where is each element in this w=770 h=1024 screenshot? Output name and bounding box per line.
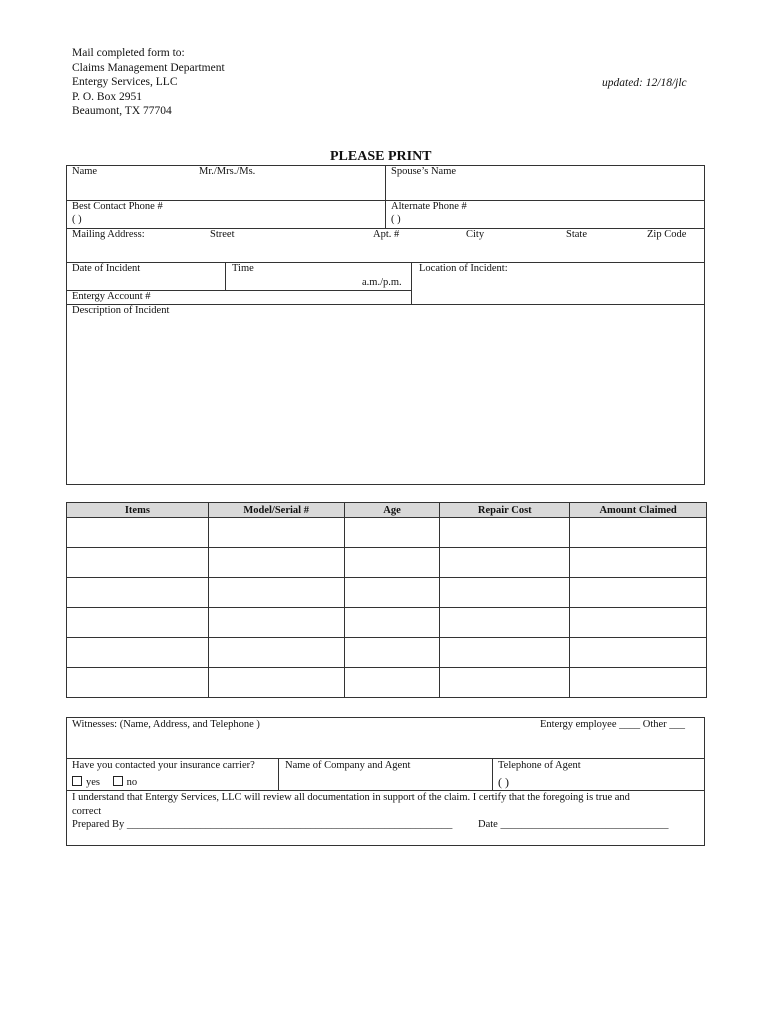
street-label: Street xyxy=(210,229,235,240)
table-header-row xyxy=(67,503,707,518)
items-table xyxy=(66,502,707,698)
alt-phone-field[interactable]: Alternate Phone # xyxy=(391,201,467,212)
certify-text: I understand that Entergy Services, LLC will review all documentation in support of the claim. I certify that the foregoing is true and xyxy=(72,792,630,803)
table-cell[interactable] xyxy=(208,518,344,548)
description-field[interactable]: Description of Incident xyxy=(72,305,170,316)
table-cell[interactable] xyxy=(570,578,707,608)
form-title: PLEASE PRINT xyxy=(330,149,432,164)
table-cell[interactable] xyxy=(344,638,440,668)
mailing-address-block xyxy=(72,46,225,119)
divider xyxy=(66,758,705,759)
table-cell[interactable] xyxy=(67,608,209,638)
no-label: no xyxy=(126,777,138,788)
agent-phone-paren: ( ) xyxy=(498,775,509,789)
yes-label: yes xyxy=(86,777,100,788)
best-phone-field[interactable]: Best Contact Phone # xyxy=(72,201,163,212)
table-cell[interactable] xyxy=(208,608,344,638)
table-cell[interactable] xyxy=(440,578,570,608)
table-cell[interactable] xyxy=(570,548,707,578)
no-checkbox[interactable] xyxy=(113,776,123,786)
divider xyxy=(66,790,705,791)
alt-phone-paren: ( ) xyxy=(391,214,401,225)
divider xyxy=(278,758,279,790)
zip-label: Zip Code xyxy=(647,229,687,240)
table-row xyxy=(67,518,707,548)
divider xyxy=(411,262,412,304)
divider xyxy=(66,262,705,263)
table-cell[interactable] xyxy=(208,668,344,698)
table-cell[interactable] xyxy=(570,608,707,638)
header-items: Items xyxy=(67,503,209,518)
table-cell[interactable] xyxy=(570,668,707,698)
table-row xyxy=(67,548,707,578)
salutation-label: Mr./Mrs./Ms. xyxy=(199,166,256,177)
best-phone-paren: ( ) xyxy=(72,214,82,225)
mailing-line: Claims Management Department xyxy=(72,61,225,74)
mailing-address-field[interactable]: Mailing Address: xyxy=(72,229,145,240)
table-cell[interactable] xyxy=(208,578,344,608)
table-row xyxy=(67,578,707,608)
company-agent-field[interactable]: Name of Company and Agent xyxy=(285,760,411,771)
table-row xyxy=(67,668,707,698)
date-field[interactable]: Date ________________________________ xyxy=(478,819,669,830)
table-cell[interactable] xyxy=(344,548,440,578)
header-amount-claimed: Amount Claimed xyxy=(570,503,707,518)
table-cell[interactable] xyxy=(344,518,440,548)
table-cell[interactable] xyxy=(67,668,209,698)
yes-option[interactable] xyxy=(72,777,100,788)
table-cell[interactable] xyxy=(344,608,440,638)
table-cell[interactable] xyxy=(440,638,570,668)
header-repair-cost: Repair Cost xyxy=(440,503,570,518)
time-field[interactable]: Time xyxy=(232,263,254,274)
location-field[interactable]: Location of Incident: xyxy=(419,263,508,274)
name-field[interactable]: Name xyxy=(72,166,98,177)
date-of-incident-field[interactable]: Date of Incident xyxy=(72,263,141,274)
table-row xyxy=(67,638,707,668)
table-cell[interactable] xyxy=(67,638,209,668)
mailing-line: Mail completed form to: xyxy=(72,47,185,59)
table-cell[interactable] xyxy=(67,518,209,548)
no-option[interactable] xyxy=(113,777,138,788)
insurance-question: Have you contacted your insurance carrier? xyxy=(72,760,255,771)
mailing-line: Entergy Services, LLC xyxy=(72,76,178,88)
updated-note: updated: 12/18/jlc xyxy=(602,77,687,89)
header-age: Age xyxy=(344,503,440,518)
witnesses-field[interactable]: Witnesses: (Name, Address, and Telephone ) xyxy=(72,719,260,730)
city-label: City xyxy=(466,229,485,240)
table-cell[interactable] xyxy=(344,578,440,608)
table-cell[interactable] xyxy=(440,548,570,578)
table-cell[interactable] xyxy=(208,638,344,668)
table-cell[interactable] xyxy=(208,548,344,578)
agent-phone-field[interactable]: Telephone of Agent xyxy=(498,760,581,771)
header-model-serial: Model/Serial # xyxy=(208,503,344,518)
table-cell[interactable] xyxy=(344,668,440,698)
employee-other-field[interactable]: Entergy employee ____ Other ___ xyxy=(540,719,686,730)
table-cell[interactable] xyxy=(440,668,570,698)
certify-text-cont: correct xyxy=(72,806,102,817)
table-row xyxy=(67,608,707,638)
description-box xyxy=(66,304,705,485)
mailing-line: Beaumont, TX 77704 xyxy=(72,105,172,117)
table-cell[interactable] xyxy=(440,608,570,638)
table-cell[interactable] xyxy=(67,578,209,608)
account-field[interactable]: Entergy Account # xyxy=(72,291,151,302)
table-cell[interactable] xyxy=(440,518,570,548)
table-cell[interactable] xyxy=(67,548,209,578)
mailing-line: P. O. Box 2951 xyxy=(72,90,142,103)
yes-checkbox[interactable] xyxy=(72,776,82,786)
divider xyxy=(225,262,226,290)
state-label: State xyxy=(566,229,587,240)
table-cell[interactable] xyxy=(570,518,707,548)
table-cell[interactable] xyxy=(570,638,707,668)
divider xyxy=(385,165,386,228)
prepared-by-field[interactable]: Prepared By ______________________________________________________________ xyxy=(72,819,453,830)
insurance-options xyxy=(72,776,137,788)
apt-label: Apt. # xyxy=(373,229,400,240)
spouse-name-field[interactable]: Spouse’s Name xyxy=(391,166,457,177)
ampm-label: a.m./p.m. xyxy=(362,277,402,288)
divider xyxy=(492,758,493,790)
